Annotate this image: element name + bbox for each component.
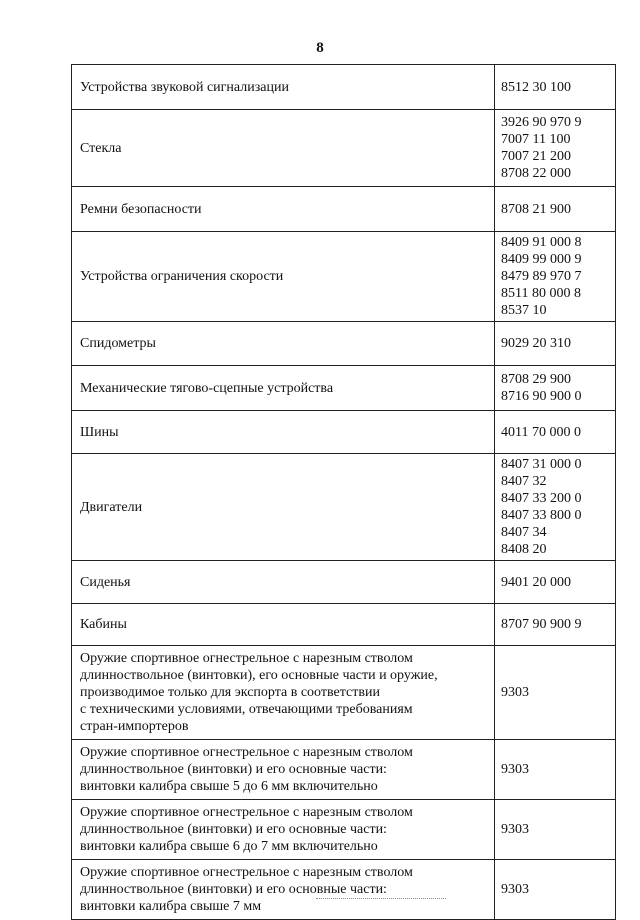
product-name-line: Оружие спортивное огнестрельное с нарезным стволом: [80, 805, 413, 820]
product-name-line: Шины: [80, 424, 119, 440]
product-name-cell: [72, 65, 495, 110]
tn-ved-code-cell: [495, 187, 616, 232]
tn-ved-code-cell: [495, 740, 616, 800]
tn-ved-code: 4011 70 000 0: [501, 424, 581, 440]
tn-ved-code: 8512 30 100: [501, 79, 571, 95]
tn-ved-code-cell: [495, 322, 616, 366]
product-codes-table: [71, 64, 616, 920]
bottom-dotted-line: [316, 898, 446, 899]
tn-ved-code: 9401 20 000: [501, 574, 571, 590]
tn-ved-code-cell: [495, 65, 616, 110]
product-name-line: Кабины: [80, 617, 127, 632]
tn-ved-code: 3926 90 970 9: [501, 115, 582, 130]
table-row: [72, 561, 616, 604]
product-name-cell: [72, 322, 495, 366]
product-name-line: Стекла: [80, 140, 122, 156]
tn-ved-code: 8407 34: [501, 525, 547, 540]
product-name-cell: [72, 454, 495, 561]
tn-ved-code-cell: [495, 232, 616, 322]
product-name-line: винтовки калибра свыше 6 до 7 мм включительно: [80, 839, 378, 854]
tn-ved-code: 8407 33 200 0: [501, 491, 582, 506]
table-row: [72, 740, 616, 800]
table-row: [72, 860, 616, 920]
product-name-line: длинноствольное (винтовки), его основные части и оружие,: [80, 668, 438, 683]
tn-ved-code: 8707 90 900 9: [501, 617, 582, 632]
product-name-cell: [72, 646, 495, 740]
product-name-line: Устройства звуковой сигнализации: [80, 79, 289, 95]
product-name-line: Механические тягово-сцепные устройства: [80, 380, 334, 396]
page-number: 8: [316, 40, 324, 56]
tn-ved-code: 8716 90 900 0: [501, 389, 582, 404]
product-name-line: Устройства ограничения скорости: [80, 269, 284, 284]
tn-ved-code: 9029 20 310: [501, 336, 571, 351]
tn-ved-code: 9303: [501, 685, 529, 700]
product-name-cell: [72, 411, 495, 454]
product-name-line: Ремни безопасности: [80, 201, 202, 217]
product-name-line: Спидометры: [80, 336, 156, 351]
tn-ved-code-cell: [495, 604, 616, 646]
product-name-cell: [72, 110, 495, 187]
tn-ved-code: 7007 11 100: [501, 132, 571, 147]
product-name-cell: [72, 740, 495, 800]
product-name-line: Сиденья: [80, 574, 131, 590]
product-name-cell: [72, 232, 495, 322]
tn-ved-code-cell: [495, 366, 616, 411]
table-row: [72, 411, 616, 454]
product-name-line: производимое только для экспорта в соответствии: [80, 685, 380, 700]
tn-ved-code: 8408 20: [501, 542, 547, 557]
table-row: [72, 322, 616, 366]
table-row: [72, 187, 616, 232]
tn-ved-code-cell: [495, 800, 616, 860]
tn-ved-code: 8407 33 800 0: [501, 508, 582, 523]
product-name-cell: [72, 860, 495, 920]
product-name-cell: [72, 561, 495, 604]
table-row: [72, 800, 616, 860]
tn-ved-code-cell: [495, 411, 616, 454]
tn-ved-code: 8479 89 970 7: [501, 269, 582, 284]
product-name-line: Оружие спортивное огнестрельное с нарезным стволом: [80, 865, 413, 880]
tn-ved-code: 8708 29 900: [501, 372, 571, 387]
tn-ved-code: 9303: [501, 762, 529, 777]
tn-ved-code: 8409 91 000 8: [501, 235, 582, 250]
tn-ved-code: 8708 21 900: [501, 201, 571, 217]
product-name-line: длинноствольное (винтовки) и его основные части:: [80, 882, 387, 897]
product-name-line: стран-импортеров: [80, 719, 189, 734]
table-row: [72, 232, 616, 322]
tn-ved-code-cell: [495, 561, 616, 604]
product-name-line: длинноствольное (винтовки) и его основные части:: [80, 822, 387, 837]
table-row: [72, 646, 616, 740]
product-name-line: винтовки калибра свыше 7 мм: [80, 899, 262, 914]
tn-ved-code: 7007 21 200: [501, 149, 571, 164]
table-row: [72, 604, 616, 646]
tn-ved-code-cell: [495, 860, 616, 920]
table-row: [72, 65, 616, 110]
tn-ved-code-cell: [495, 646, 616, 740]
tn-ved-code: 8409 99 000 9: [501, 252, 582, 267]
product-name-line: длинноствольное (винтовки) и его основные части:: [80, 762, 387, 777]
tn-ved-code: 8407 31 000 0: [501, 457, 582, 472]
product-name-line: с техническими условиями, отвечающими требованиям: [80, 702, 413, 717]
table-row: [72, 110, 616, 187]
product-name-cell: [72, 800, 495, 860]
table-body: [72, 65, 616, 920]
tn-ved-code-cell: [495, 454, 616, 561]
product-name-line: Двигатели: [80, 499, 143, 515]
table-row: [72, 366, 616, 411]
product-name-cell: [72, 604, 495, 646]
tn-ved-code: 8537 10: [501, 303, 547, 318]
product-name-cell: [72, 366, 495, 411]
tn-ved-code: 8511 80 000 8: [501, 286, 581, 301]
tn-ved-code: 8407 32: [501, 474, 547, 489]
tn-ved-code: 9303: [501, 882, 529, 897]
tn-ved-code: 8708 22 000: [501, 166, 571, 181]
table-row: [72, 454, 616, 561]
tn-ved-code-cell: [495, 110, 616, 187]
product-name-line: Оружие спортивное огнестрельное с нарезным стволом: [80, 745, 413, 760]
product-name-line: Оружие спортивное огнестрельное с нарезным стволом: [80, 651, 413, 666]
tn-ved-code: 9303: [501, 822, 529, 837]
product-name-cell: [72, 187, 495, 232]
product-name-line: винтовки калибра свыше 5 до 6 мм включительно: [80, 779, 378, 794]
